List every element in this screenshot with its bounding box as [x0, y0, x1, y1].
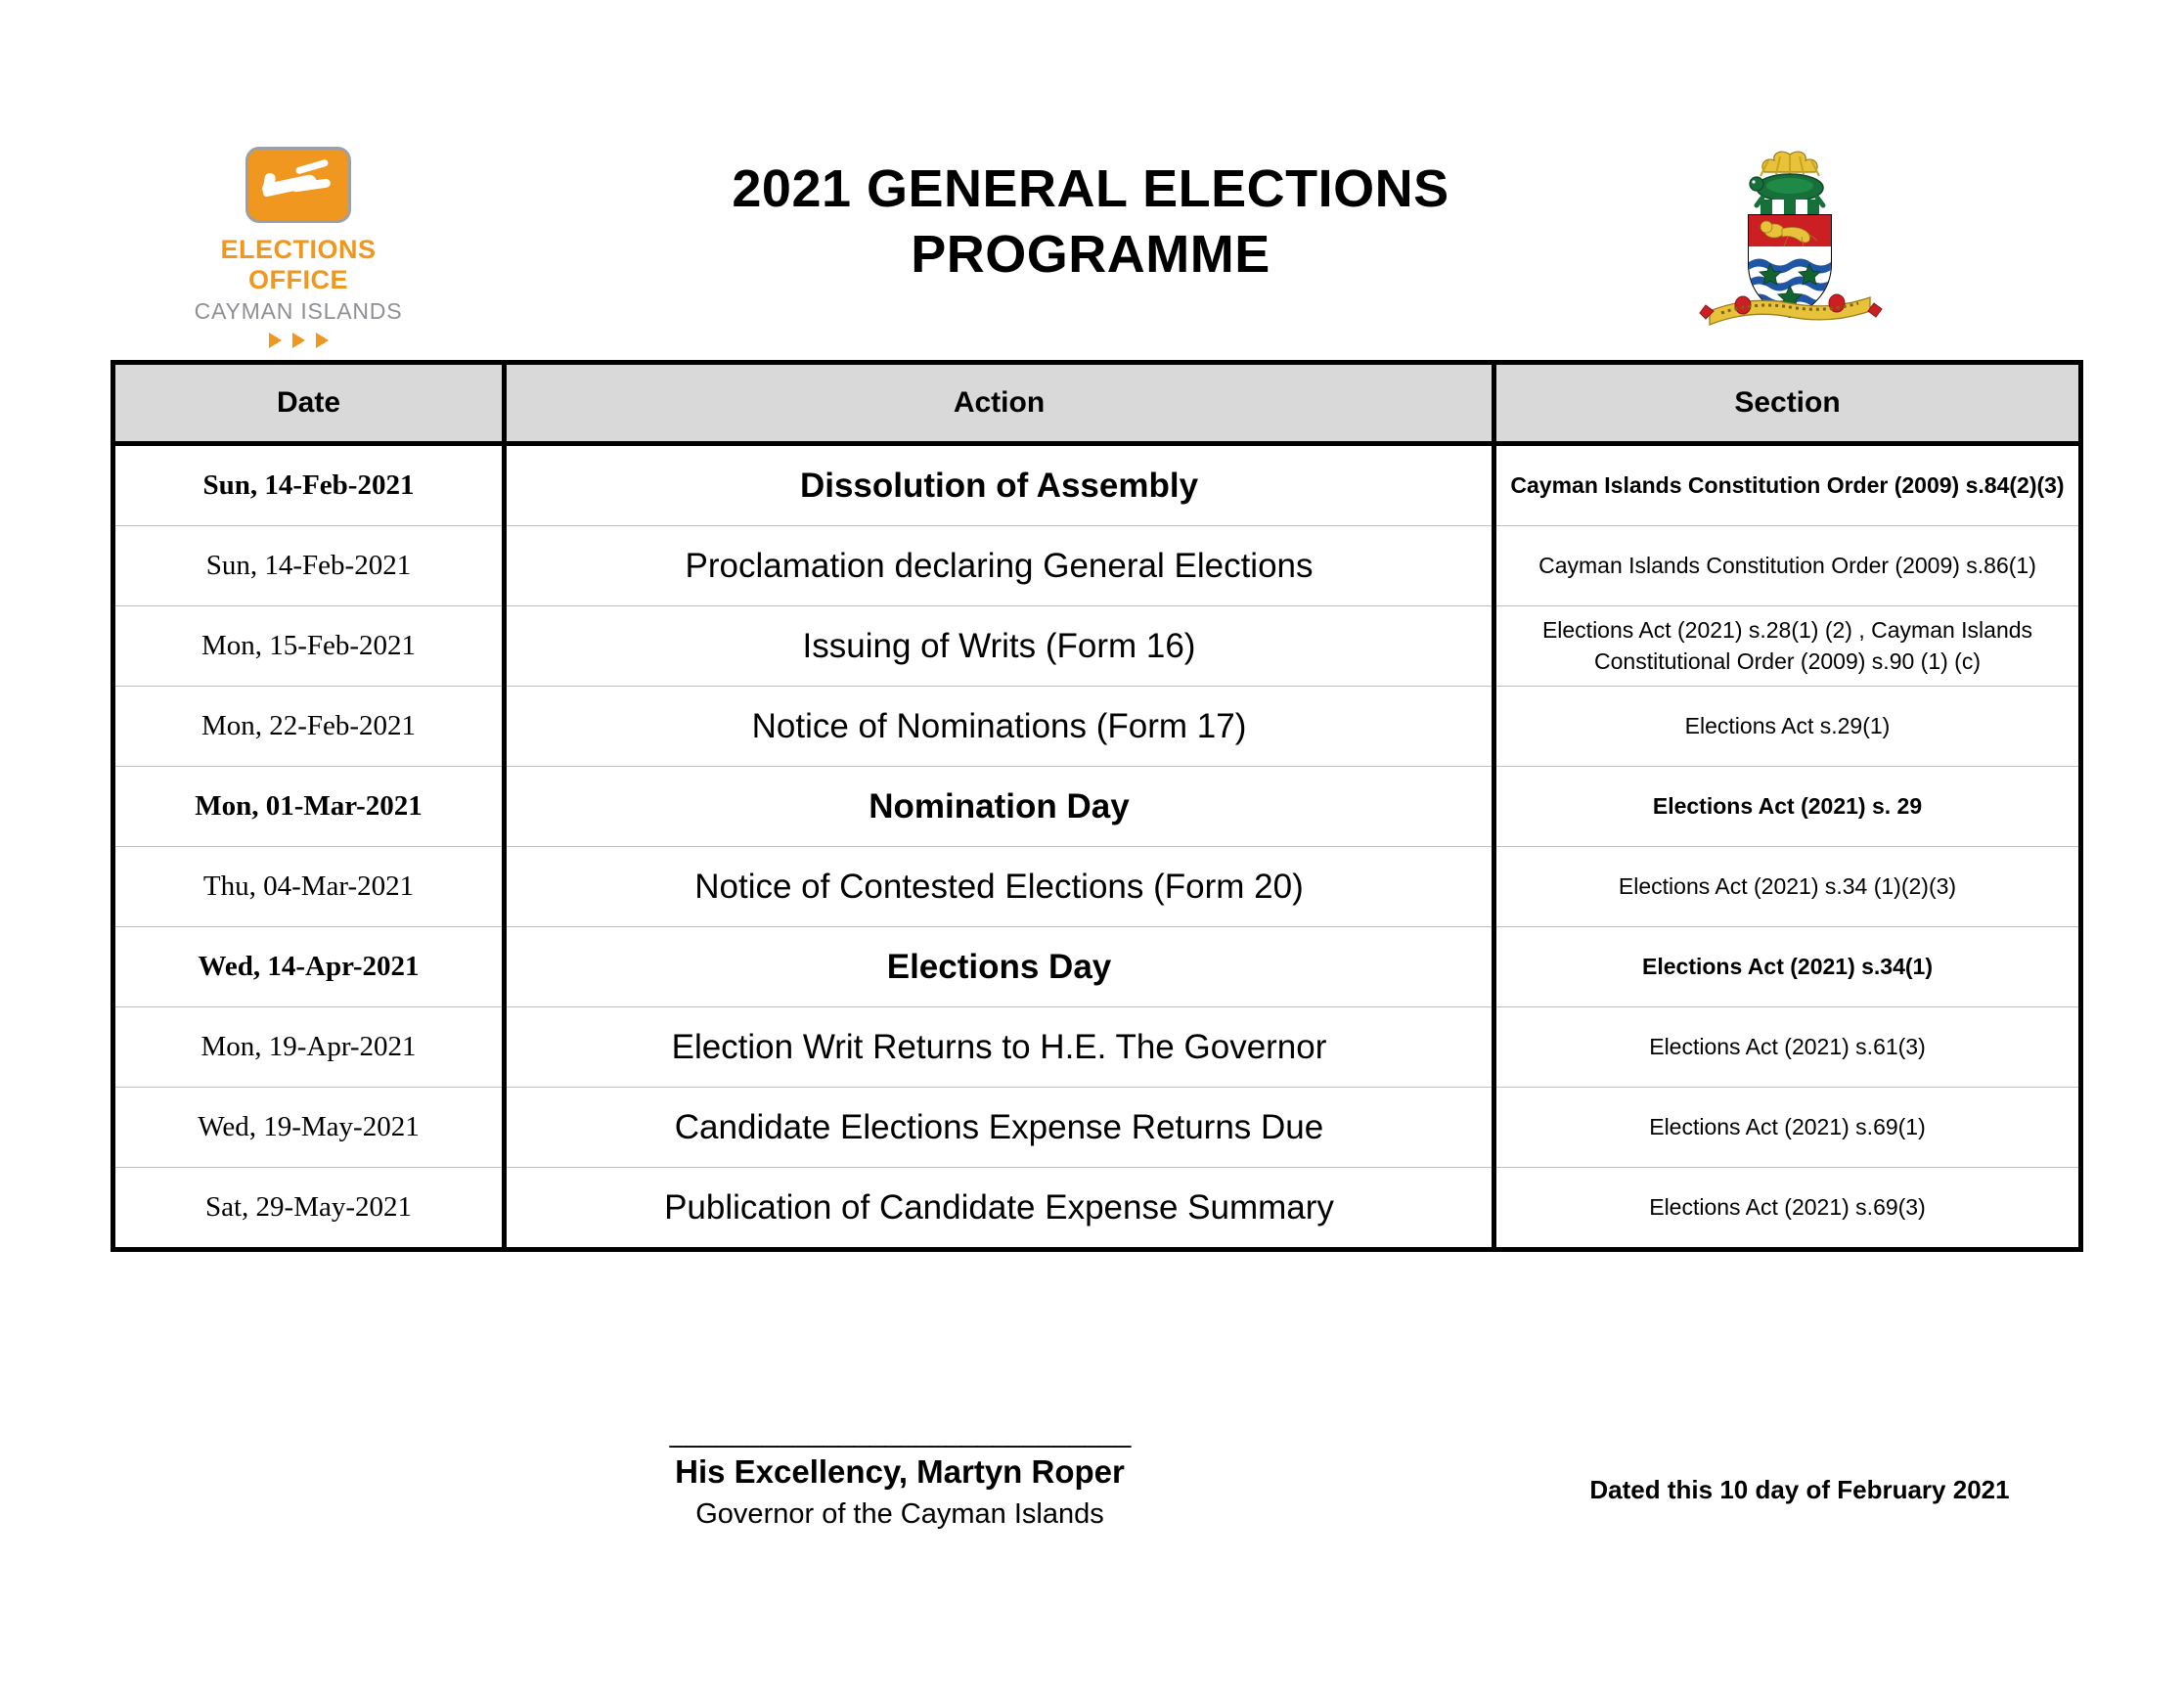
cell-date: Thu, 04-Mar-2021 [113, 847, 505, 927]
cell-action: Notice of Contested Elections (Form 20) [505, 847, 1494, 927]
cell-action: Candidate Elections Expense Returns Due [505, 1088, 1494, 1168]
column-header-section: Section [1494, 363, 2081, 444]
triangle-right-icon [292, 333, 305, 348]
cell-action: Elections Day [505, 927, 1494, 1007]
cell-section: Cayman Islands Constitution Order (2009) s.86(1) [1494, 526, 2081, 606]
cell-date: Wed, 14-Apr-2021 [113, 927, 505, 1007]
cell-date: Wed, 19-May-2021 [113, 1088, 505, 1168]
signature-block [489, 1418, 1311, 1531]
cell-action: Election Writ Returns to H.E. The Governor [505, 1007, 1494, 1088]
table-header-row [113, 363, 2081, 444]
table-row [113, 1168, 2081, 1250]
table-row [113, 927, 2081, 1007]
logo-subtitle: CAYMAN ISLANDS [194, 298, 403, 324]
table-row [113, 526, 2081, 606]
table-row [113, 444, 2081, 526]
cell-date: Mon, 22-Feb-2021 [113, 687, 505, 767]
cell-action: Notice of Nominations (Form 17) [505, 687, 1494, 767]
cell-action: Proclamation declaring General Elections [505, 526, 1494, 606]
cell-section: Elections Act (2021) s.61(3) [1494, 1007, 2081, 1088]
cell-date: Sun, 14-Feb-2021 [113, 444, 505, 526]
cell-action: Nomination Day [505, 767, 1494, 847]
table-row [113, 687, 2081, 767]
column-header-action: Action [505, 363, 1494, 444]
cell-section: Elections Act (2021) s.69(3) [1494, 1168, 2081, 1250]
table-header [113, 363, 2081, 444]
cell-date: Mon, 01-Mar-2021 [113, 767, 505, 847]
logo-name: ELECTIONS OFFICE [220, 235, 377, 294]
triangle-right-icon [316, 333, 329, 348]
signature-line: ______________________________ [669, 1418, 1131, 1448]
cell-date: Mon, 15-Feb-2021 [113, 606, 505, 687]
elections-office-logo [181, 147, 416, 348]
table-row [113, 847, 2081, 927]
dated-statement: Dated this 10 day of February 2021 [1589, 1475, 2010, 1504]
document-header [0, 0, 2184, 347]
cell-section: Elections Act (2021) s.69(1) [1494, 1088, 2081, 1168]
cell-action: Dissolution of Assembly [505, 444, 1494, 526]
cell-section: Elections Act s.29(1) [1494, 687, 2081, 767]
signatory-name: His Excellency, Martyn Roper [675, 1453, 1125, 1490]
cell-action: Publication of Candidate Expense Summary [505, 1168, 1494, 1250]
page-title-line-2: PROGRAMME [911, 224, 1270, 284]
table-row [113, 1088, 2081, 1168]
table-row [113, 1007, 2081, 1088]
page-title [548, 156, 1633, 288]
column-header-date: Date [113, 363, 505, 444]
table-row [113, 606, 2081, 687]
signatory-role: Governor of the Cayman Islands [695, 1498, 1104, 1530]
cell-section: Elections Act (2021) s.28(1) (2) , Cayman Islands Constitutional Order (2009) s.90 (1) (c) [1494, 606, 2081, 687]
cayman-islands-map-icon [245, 147, 351, 223]
cell-section: Cayman Islands Constitution Order (2009) s.84(2)(3) [1494, 444, 2081, 526]
cell-action: Issuing of Writs (Form 16) [505, 606, 1494, 687]
cell-date: Sun, 14-Feb-2021 [113, 526, 505, 606]
cell-date: Sat, 29-May-2021 [113, 1168, 505, 1250]
cell-section: Elections Act (2021) s.34 (1)(2)(3) [1494, 847, 2081, 927]
logo-arrows [181, 333, 416, 348]
cell-section: Elections Act (2021) s. 29 [1494, 767, 2081, 847]
table-body [113, 444, 2081, 1250]
page-title-line-1: 2021 GENERAL ELECTIONS [732, 159, 1449, 218]
cell-date: Mon, 19-Apr-2021 [113, 1007, 505, 1088]
table-row [113, 767, 2081, 847]
triangle-right-icon [269, 333, 282, 348]
cayman-islands-coat-of-arms [1692, 147, 1888, 342]
cell-section: Elections Act (2021) s.34(1) [1494, 927, 2081, 1007]
elections-programme-table [111, 360, 2083, 1252]
